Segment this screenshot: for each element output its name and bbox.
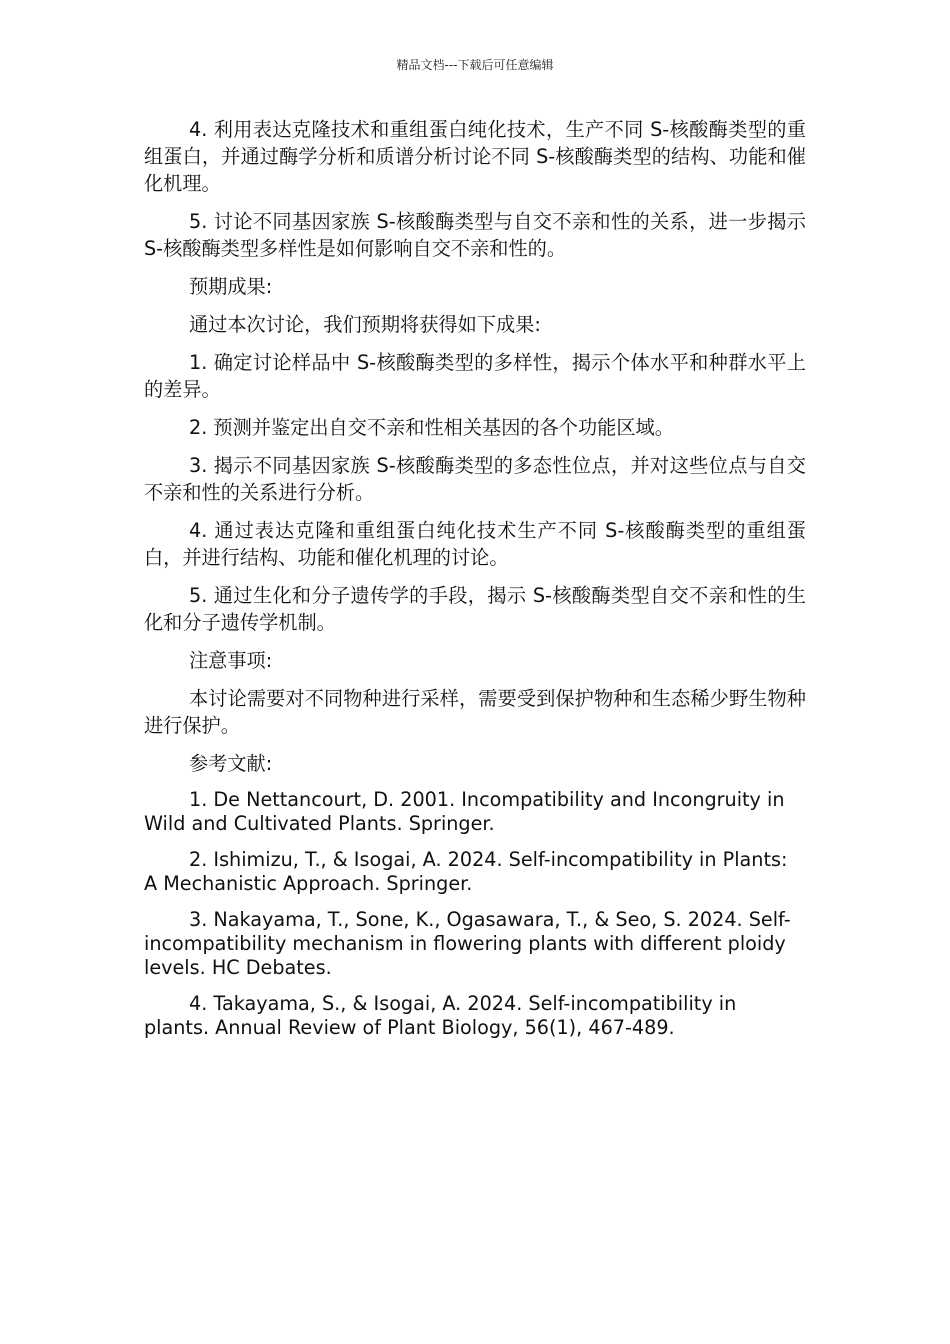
section-heading-expected-results: 预期成果:: [189, 275, 273, 298]
reference-item: 1. De Nettancourt, D. 2001. Incompatibility and Incongruity in Wild and Cultivated Plants. Springer.: [144, 788, 785, 835]
paragraph: 4. 通过表达克隆和重组蛋白纯化技术生产不同 S-核酸酶类型的重组蛋白，并进行结构、功能和催化机理的讨论。: [144, 519, 806, 569]
paragraph: 5. 通过生化和分子遗传学的手段，揭示 S-核酸酶类型自交不亲和性的生化和分子遗传学机制。: [144, 584, 806, 634]
paragraph: 3. 揭示不同基因家族 S-核酸酶类型的多态性位点，并对这些位点与自交不亲和性的关系进行分析。: [144, 454, 806, 504]
paragraph: 2. 预测并鉴定出自交不亲和性相关基因的各个功能区域。: [189, 416, 674, 439]
page-header: 精品文档---下载后可任意编辑: [396, 58, 554, 72]
section-heading-notes: 注意事项:: [189, 649, 273, 672]
reference-item: 4. Takayama, S., & Isogai, A. 2024. Self-incompatibility in plants. Annual Review of Plant Biology, 56(1), 467-489.: [144, 992, 737, 1039]
reference-item: 2. Ishimizu, T., & Isogai, A. 2024. Self-incompatibility in Plants: A Mechanistic Approach. Springer.: [144, 848, 788, 895]
paragraph: 1. 确定讨论样品中 S-核酸酶类型的多样性，揭示个体水平和种群水平上的差异。: [144, 351, 806, 401]
document-body: [144, 116, 806, 1052]
paragraph: 通过本次讨论，我们预期将获得如下成果:: [189, 313, 541, 336]
paragraph: 5. 讨论不同基因家族 S-核酸酶类型与自交不亲和性的关系，进一步揭示 S-核酸酶类型多样性是如何影响自交不亲和性的。: [144, 210, 806, 260]
paragraph: 本讨论需要对不同物种进行采样，需要受到保护物种和生态稀少野生物种进行保护。: [144, 687, 806, 737]
reference-item: 3. Nakayama, T., Sone, K., Ogasawara, T., & Seo, S. 2024. Self-incompatibility mechanism in flowering plants with different ploidy levels. HC Debates.: [144, 908, 791, 979]
section-heading-references: 参考文献:: [189, 752, 273, 775]
paragraph: 4. 利用表达克隆技术和重组蛋白纯化技术，生产不同 S-核酸酶类型的重组蛋白，并通过酶学分析和质谱分析讨论不同 S-核酸酶类型的结构、功能和催化机理。: [144, 118, 806, 195]
